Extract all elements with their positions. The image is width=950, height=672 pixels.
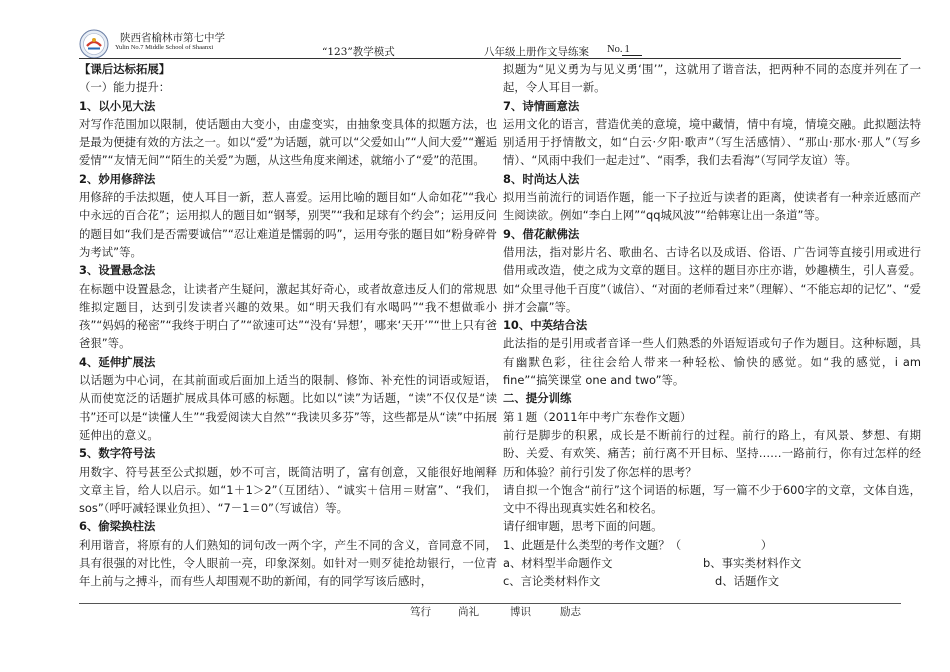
- training-title: 二、提分训练: [503, 391, 572, 406]
- method-title: 10、中英结合法: [503, 318, 588, 333]
- option-row: [503, 554, 921, 572]
- left-column: [79, 60, 497, 591]
- method-text: 对写作范围加以限制，使话题由大变小，由虚变实，由抽象变具体的拟题方法，也是最为便捷有效的方法之一。如以“爱”为话题，就可以“父爱如山”“人间大爱”“邂逅爱情”“友情无间”“陌生的关爱”为题，从这些角度来阐述，就缩小了“爱”的范围。: [79, 116, 497, 168]
- option-d: d、话题作文: [715, 574, 780, 589]
- page-number: [607, 44, 642, 56]
- motto-word: 笃行: [410, 606, 431, 618]
- method-title: 8、时尚达人法: [503, 171, 580, 186]
- method-title: 9、借花献佛法: [503, 226, 580, 241]
- option-a: a、材料型半命题作文: [503, 556, 613, 571]
- method-text: 在标题中设置悬念，让读者产生疑问，激起其好奇心，或者故意违反人们的常规思维拟定题目，达到引发读者兴趣的效果。如“明天我们有水喝吗”“我不想做乖小孩”“妈妈的秘密”“我终于明白了”“欲速可达”“没有‘异想’，哪来‘天开’”“世上只有爸爸狠”等。: [79, 281, 497, 351]
- method-text: 利用谐音，将原有的人们熟知的词句改一两个字，产生不同的含义，音同意不同，具有很强的对比性，令人眼前一亮，印象深刻。如针对一则歹徒抢劫银行，一位青年上前与之搏斗，而有些人却围观不助的新闻，有的同学写该后感时，: [79, 537, 497, 589]
- method-title: 3、设置悬念法: [79, 263, 156, 278]
- method-text: 用修辞的手法拟题，使人耳目一新，惹人喜爱。运用比喻的题目如“人命如花”“我心中永远的百合花”；运用拟人的题目如“钢琴，别哭”“我和足球有个约会”；运用反问的题目如“我们是否需要诚信”“忍让难道是懦弱的吗”，运用夸张的题目如“粉身碎骨为考试”等。: [79, 190, 497, 259]
- method-text: 拟题为“见义勇为与见义勇‘围’”，这就用了谐音法，把两种不同的态度并列在了一起，令人耳目一新。: [503, 62, 921, 95]
- page-number-value: 1: [622, 44, 642, 56]
- method-title: 1、以小见大法: [79, 98, 156, 113]
- question-ask: 1、此题是什么类型的考作文题？（ ）: [503, 537, 773, 552]
- teaching-mode: “123”教学模式: [322, 46, 395, 58]
- header-divider: [79, 58, 901, 59]
- question-title: 第１题（2011年中考广东卷作文题）: [503, 409, 692, 424]
- subsection-title: （一）能力提升：: [79, 80, 171, 95]
- method-title: 2、妙用修辞法: [79, 171, 156, 186]
- section-title: 【课后达标拓展】: [79, 62, 171, 76]
- page-number-label: No.: [607, 44, 623, 55]
- option-row: [503, 572, 921, 590]
- motto-word: 励志: [560, 606, 581, 618]
- method-title: 4、延伸扩展法: [79, 354, 156, 369]
- question-text: 前行是脚步的积累，成长是不断前行的过程。前行的路上，有风景、梦想、有期盼、关爱、有欢笑、痛苦；前行离不开目标、坚持……一路前行，你有过怎样的经历和体验？前行引发了你怎样的思考？: [503, 427, 921, 479]
- motto-word: 博识: [510, 606, 531, 618]
- method-text: 以话题为中心词，在其前面或后面加上适当的限制、修饰、补充性的词语或短语，从而使宽泛的话题扩展成具体可感的标题。比如以“读”为话题，“读”不仅仅是“读书”还可以是“读懂人生”“我爱阅读大自然”“我读贝多芬”等，这些都是从“读”中拓展延伸出的意义。: [79, 373, 497, 442]
- method-text: 运用文化的语言，营造优美的意境，境中藏情，情中有境，情境交融。此拟题法特别适用于抒情散文，如“白云·夕阳·歌声”（写生活感情）、“那山·那水·那人”（写乡情）、“风雨中我们一起走过”、“雨季，我们去看海”（写同学友谊）等。: [503, 116, 921, 168]
- question-requirement: 请自拟一个饱含“前行”这个词语的标题，写一篇不少于600字的文章，文体自选，文中不得出现真实姓名和校名。: [503, 482, 921, 516]
- option-c: c、言论类材料作文: [503, 574, 601, 589]
- option-b: b、事实类材料作文: [703, 556, 802, 571]
- method-text: 借用法，指对影片名、歌曲名、古诗名以及成语、俗语、广告词等直接引用或进行借用或改造，使之成为文章的题目。这样的题目亦庄亦谐，妙趣横生，引人喜爱。如“众里寻他千百度”（诚信）、“对面的老师看过来”（理解）、“不能忘却的记忆”、“爱拼才会赢”等。: [503, 244, 921, 314]
- school-name-en: Yulin No.7 Middle School of Shaanxi: [115, 44, 214, 51]
- footer-divider: [79, 603, 901, 604]
- page-header: [0, 0, 950, 58]
- motto-word: 尚礼: [458, 606, 479, 618]
- method-text: 用数字、符号甚至公式拟题，妙不可言，既简洁明了，富有创意，又能很好地阐释文章主旨，给人以启示。如“1＋1＞2”（互团结）、“诚实＋信用＝财富”、“我们，sos”（呼吁减轻课业负担）、“7－1＝0”（写诚信）等。: [79, 464, 497, 516]
- school-emblem-icon: [79, 29, 109, 59]
- method-text: 拟用当前流行的词语作题，能一下子拉近与读者的距离，使读者有一种亲近感而产生阅读欲。例如“李白上网”“qq城风波”“给韩寒让出一条道”等。: [503, 190, 921, 223]
- method-title: 7、诗情画意法: [503, 98, 580, 113]
- right-column: [503, 60, 921, 591]
- course-title: 八年级上册作文导练案: [484, 46, 589, 58]
- method-title: 6、偷梁换柱法: [79, 519, 156, 534]
- school-name: 陕西省榆林市第七中学: [120, 32, 225, 44]
- method-title: 5、数字符号法: [79, 446, 156, 461]
- method-text: 此法指的是引用或者音译一些人们熟悉的外语短语或句子作为题目。这种标题，具有幽默色彩，往往会给人带来一种轻松、愉快的感觉。如“我的感觉，i am fine”“搞笑课堂 one and two”等。: [503, 336, 921, 388]
- question-instruction: 请仔细审题，思考下面的问题。: [503, 519, 663, 534]
